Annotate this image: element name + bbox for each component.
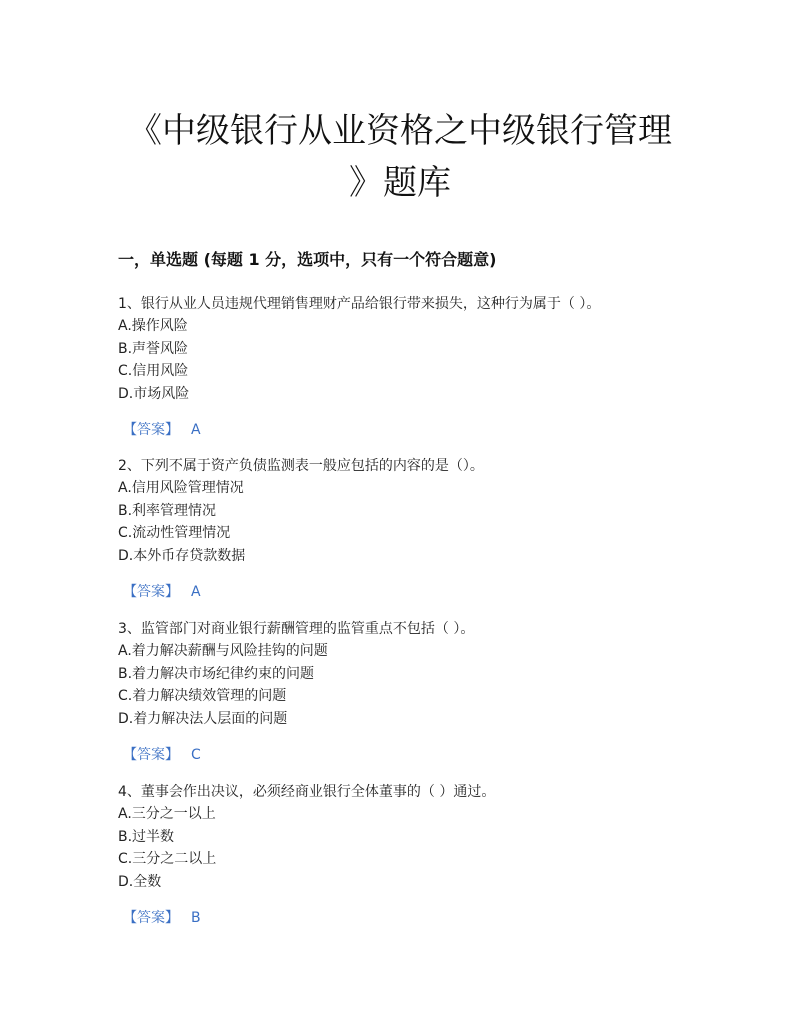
question-option-a: A.着力解决薪酬与风险挂钩的问题 bbox=[118, 643, 328, 659]
question-2 bbox=[118, 455, 718, 603]
question-option-a: A.三分之一以上 bbox=[118, 806, 216, 822]
question-stem: 2、下列不属于资产负债监测表一般应包括的内容的是（）。 bbox=[118, 458, 484, 474]
answer-value: C bbox=[191, 747, 201, 763]
question-option-b: B.利率管理情况 bbox=[118, 502, 217, 519]
question-option-b: B.着力解决市场纪律约束的问题 bbox=[118, 665, 315, 682]
question-option-d: D.市场风险 bbox=[118, 385, 190, 402]
document-title bbox=[100, 105, 700, 209]
answer-row bbox=[123, 744, 718, 766]
question-option-a: A.信用风险管理情况 bbox=[118, 480, 244, 496]
answer-value: A bbox=[191, 422, 201, 438]
question-option-c: C.着力解决绩效管理的问题 bbox=[118, 688, 287, 704]
answer-row bbox=[123, 907, 718, 929]
answer-label: 【答案】 bbox=[123, 422, 179, 438]
question-option-a: A.操作风险 bbox=[118, 318, 188, 334]
answer-value: A bbox=[191, 584, 201, 600]
answer-row bbox=[123, 581, 718, 603]
section-heading: 一，单选题 (每题 1 分，选项中，只有一个符合题意) bbox=[118, 250, 497, 269]
question-stem: 4、董事会作出决议，必须经商业银行全体董事的（ ）通过。 bbox=[118, 784, 496, 800]
answer-label: 【答案】 bbox=[123, 910, 179, 926]
question-option-c: C.三分之二以上 bbox=[118, 851, 217, 867]
question-1 bbox=[118, 293, 718, 441]
answer-value: B bbox=[191, 910, 201, 926]
question-stem: 1、银行从业人员违规代理销售理财产品给银行带来损失，这种行为属于（ ）。 bbox=[118, 296, 601, 312]
question-4 bbox=[118, 781, 718, 929]
answer-row bbox=[123, 419, 718, 441]
document-title-line-1: 《中级银行从业资格之中级银行管理 bbox=[128, 111, 672, 151]
document-title-line-2: 》题库 bbox=[349, 163, 451, 203]
question-option-d: D.着力解决法人层面的问题 bbox=[118, 710, 288, 727]
question-3 bbox=[118, 618, 718, 766]
question-option-b: B.过半数 bbox=[118, 828, 175, 845]
question-option-b: B.声誉风险 bbox=[118, 340, 189, 357]
question-stem: 3、监管部门对商业银行薪酬管理的监管重点不包括（ ）。 bbox=[118, 621, 475, 637]
question-option-d: D.全数 bbox=[118, 873, 162, 890]
answer-label: 【答案】 bbox=[123, 747, 179, 763]
answer-label: 【答案】 bbox=[123, 584, 179, 600]
question-option-c: C.信用风险 bbox=[118, 363, 189, 379]
question-option-c: C.流动性管理情况 bbox=[118, 525, 231, 541]
question-option-d: D.本外币存贷款数据 bbox=[118, 547, 246, 564]
